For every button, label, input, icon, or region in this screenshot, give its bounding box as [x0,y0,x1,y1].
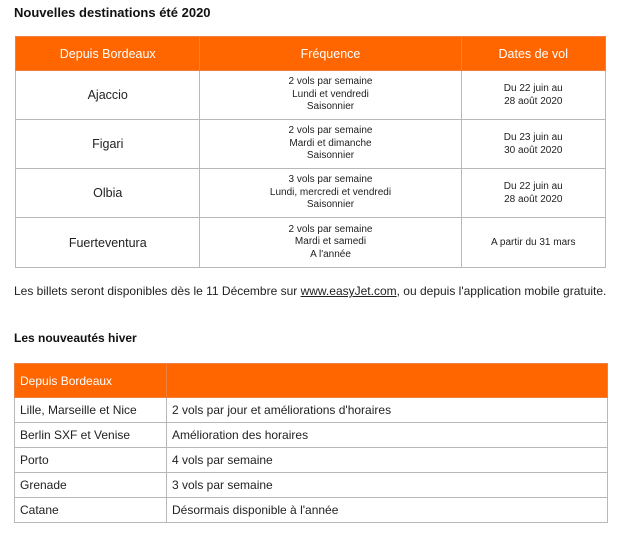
note-text-end: , ou depuis l'application mobile gratuite. [396,284,607,298]
dates-line: Du 22 juin au [503,181,563,192]
frequency-line: Saisonnier [306,199,355,211]
destination-cell: Lille, Marseille et Nice [15,398,167,423]
table-row [15,473,608,498]
frequency-cell [200,169,461,218]
detail-cell: Désormais disponible à l'année [167,498,608,523]
destination-cell: Ajaccio [16,71,200,120]
dates-line: 28 août 2020 [504,96,563,107]
table-row [16,71,606,120]
frequency-line: Lundi et vendredi [292,88,369,100]
frequency-line: 2 vols par semaine [288,223,373,235]
frequency-cell [200,71,461,120]
table-row [16,120,606,169]
dates-line: 28 août 2020 [504,194,563,205]
frequency-cell [200,120,461,169]
frequency-line: Lundi, mercredi et vendredi [269,186,392,198]
dates-line: 30 août 2020 [504,145,563,156]
frequency-line: Saisonnier [306,150,355,162]
dates-cell [461,169,605,218]
detail-cell: 2 vols par jour et améliorations d'horaires [167,398,608,423]
dates-line: A partir du 31 mars [491,237,576,248]
destination-cell: Berlin SXF et Venise [15,423,167,448]
table-row [16,218,606,268]
destination-cell: Figari [16,120,200,169]
column-header-detail [167,364,608,398]
destination-cell: Olbia [16,169,200,218]
column-header-frequency: Fréquence [200,37,461,71]
table-header-row [15,364,608,398]
dates-cell [461,120,605,169]
summer-destinations-table [15,36,606,268]
destination-cell: Grenade [15,473,167,498]
table-row [16,169,606,218]
destination-cell: Fuerteventura [16,218,200,268]
dates-line: Du 22 juin au [503,83,563,94]
frequency-line: 2 vols par semaine [288,76,373,88]
winter-section-title: Les nouveautés hiver [14,331,137,345]
frequency-cell [200,218,461,268]
summer-section-title: Nouvelles destinations été 2020 [14,5,211,20]
frequency-line: 3 vols par semaine [288,174,373,186]
frequency-line: Saisonnier [306,101,355,113]
destination-cell: Catane [15,498,167,523]
table-row [15,498,608,523]
detail-cell: 3 vols par semaine [167,473,608,498]
destination-cell: Porto [15,448,167,473]
frequency-line: Mardi et dimanche [289,137,372,149]
table-header-row [16,37,606,71]
availability-note [14,283,614,299]
winter-news-table [14,363,608,523]
dates-cell [461,71,605,120]
frequency-line: A l'année [310,248,351,260]
table-row [15,448,608,473]
column-header-origin: Depuis Bordeaux [16,37,200,71]
table-row [15,398,608,423]
easyjet-link[interactable]: www.easyJet.com [300,284,397,298]
table-row [15,423,608,448]
column-header-dates: Dates de vol [461,37,605,71]
note-text: Les billets seront disponibles dès le 11 Décembre sur [14,284,301,298]
detail-cell: Amélioration des horaires [167,423,608,448]
dates-cell [461,218,605,268]
detail-cell: 4 vols par semaine [167,448,608,473]
column-header-origin: Depuis Bordeaux [15,364,167,398]
dates-line: Du 23 juin au [503,132,563,143]
frequency-line: Mardi et samedi [294,236,367,248]
frequency-line: 2 vols par semaine [288,125,373,137]
